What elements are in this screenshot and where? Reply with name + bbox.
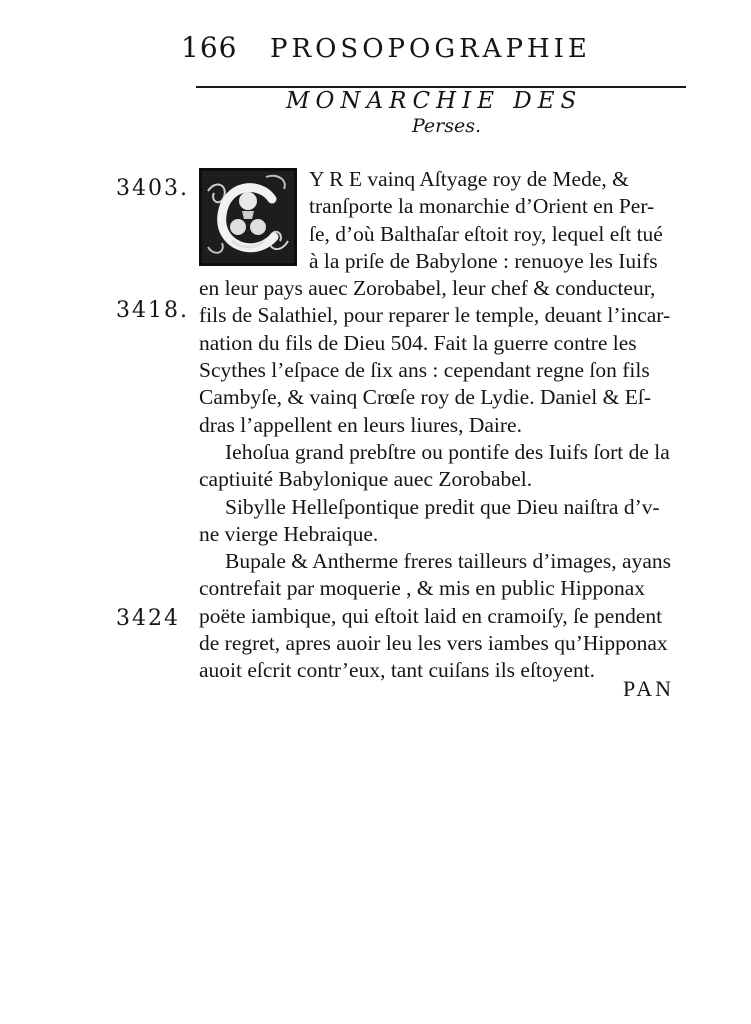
section-title: MONARCHIE DES	[286, 88, 583, 114]
text-line: contrefait par moquerie , & mis en public Hipponax	[199, 576, 645, 601]
text-line: Cambyſe, & vainq Crœſe roy de Lydie. Daniel & Eſ-	[199, 385, 651, 410]
text-line: ne vierge Hebraique.	[199, 521, 379, 546]
text-line: de regret, apres auoir leu les vers iambes qu’Hipponax	[199, 631, 668, 656]
running-title: PROSOPOGRAPHIE	[270, 34, 591, 64]
text-line: nation du fils de Dieu 504. Fait la guerre contre les	[199, 330, 637, 355]
text-line: Sibylle Helleſpontique predit que Dieu naiſtra d’v-	[225, 494, 660, 519]
text-line: Y R E vainq Aſtyage roy de Mede, &	[309, 167, 629, 191]
text-line: Bupale & Antherme freres tailleurs d’images, ayans	[225, 549, 671, 574]
text-line: fils de Salathiel, pour reparer le temple, deuant l’incar-	[199, 303, 671, 328]
text-line: tranſporte la monarchie d’Orient en Per-	[309, 194, 655, 219]
text-line: Scythes l’eſpace de ſix ans : cependant regne ſon fils	[199, 358, 650, 383]
section-subtitle: Perses.	[412, 115, 482, 137]
margin-date-year: 3418.	[116, 298, 189, 323]
page-number: 166	[181, 31, 238, 64]
text-line: dras l’appellent en leurs liures, Daire.	[199, 412, 522, 437]
text-line: à la priſe de Babylone : renuoye les Iuifs	[309, 248, 658, 273]
text-line: ſe, d’où Balthaſar eſtoit roy, lequel eſt tué	[309, 221, 663, 246]
text-line: Iehoſua grand prebſtre ou pontife des Iuifs ſort de la	[225, 439, 670, 464]
text-line: en leur pays auec Zorobabel, leur chef & conducteur,	[199, 276, 656, 301]
text-line: captiuité Babylonique auec Zorobabel.	[199, 467, 533, 492]
catchword: PAN	[623, 676, 674, 701]
margin-date-year: 3424	[116, 606, 180, 631]
margin-date-year: 3403.	[116, 176, 189, 201]
text-line: poëte iambique, qui eſtoit laid en cramoiſy, ſe pendent	[199, 603, 663, 628]
text-line: auoit eſcrit contr’eux, tant cuiſans ils eſtoyent.	[199, 658, 596, 683]
body-text	[199, 166, 681, 685]
